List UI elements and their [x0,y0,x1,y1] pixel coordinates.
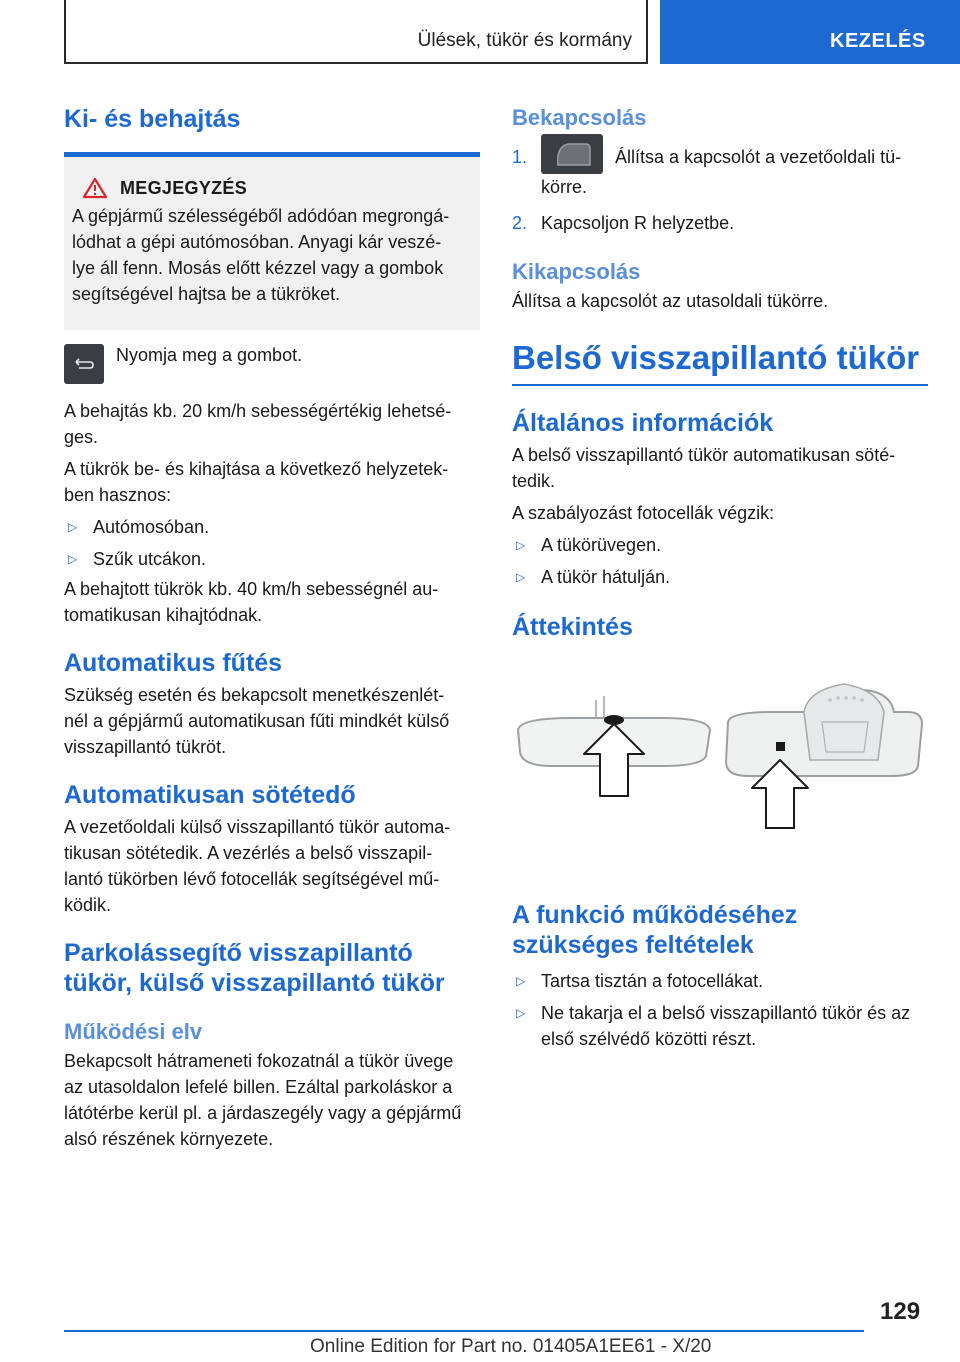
dimming-line: lantó tükörben lévő fotocellák segítségével mű- [64,869,440,889]
warning-title: MEGJEGYZÉS [120,177,248,198]
list-item: ▷ A tükörüvegen. [512,532,928,558]
page-number: 129 [880,1298,921,1325]
warning-line: A gépjármű szélességéből adódóan megrongá- [72,206,450,226]
principle-line: alsó részének környezete. [64,1129,274,1149]
list-item: ▷ A tükör hátulján. [512,564,928,590]
heading-rule [512,384,928,386]
heading-requirements: A funkció működéséhez [512,901,798,929]
dimming-line: A vezetőoldali külső visszapillantó tükör automa- [64,817,451,837]
heading-dimming: Automatikusan sötétedő [64,781,356,809]
fold-speed-line: A behajtás kb. 20 km/h sebességértékig lehetsé- [64,401,452,421]
chapter-tab-label: KEZELÉS [830,30,926,52]
step-item: 2. Kapcsoljon R helyzetbe. [512,213,735,233]
regulation-text: A szabályozást fotocellák végzik: [512,503,775,523]
section-title: Ülések, tükör és kormány [417,30,632,51]
dimming-line: tikusan sötétedik. A vezérlés a belső visszapil- [64,843,433,863]
mirror-rear-view [726,684,922,828]
list-item: ▷ Tartsa tisztán a fotocellákat. [512,968,928,994]
bullet-triangle-icon: ▷ [516,1006,526,1020]
general-line: tedik. [512,471,556,491]
heading-off: Kikapcsolás [512,259,641,284]
heating-line: nél a gépjármű automatikusan fűti mindkét külső [64,711,450,731]
fold-button-icon [64,344,104,384]
warning-line: segítségével hajtsa be a tükröket. [72,284,341,304]
step-item: 1. Állítsa a kapcsolót a vezetőoldali tü- körre. [512,144,928,200]
bullet-triangle-icon: ▷ [516,570,526,584]
general-line: A belső visszapillantó tükör automatikusan söté- [512,445,896,465]
list-item: ▷ Autómosóban. [64,514,480,540]
useful-intro-line: ben hasznos: [64,485,172,505]
right-column [512,104,928,1052]
principle-line: az utasoldalon lefelé billen. Ezáltal parkoláskor a [64,1077,453,1097]
heading-general: Általános információk [512,409,774,437]
warning-box [64,152,480,330]
useful-intro-line: A tükrök be- és kihajtása a következő helyzetek- [64,459,449,479]
heating-line: visszapillantó tükröt. [64,737,227,757]
heading-interior-mirror: Belső visszapillantó tükör [512,339,920,376]
heading-parking: tükör, külső visszapillantó tükör [64,969,445,997]
principle-line: látótérbe kerül pl. a járdaszegély vagy a gépjármű [64,1103,462,1123]
mirror-front-view [518,696,710,796]
dimming-line: ködik. [64,895,112,915]
header-box [64,0,648,64]
heading-principle: Működési elv [64,1019,203,1044]
auto-unfold-line: A behajtott tükrök kb. 40 km/h sebességnél au- [64,579,439,599]
heading-on: Bekapcsolás [512,105,647,130]
chapter-tab[interactable] [660,0,960,64]
heading-parking: Parkolássegítő visszapillantó [64,939,413,967]
bullet-triangle-icon: ▷ [516,974,526,988]
fold-speed-line: ges. [64,427,99,447]
warning-line: lye áll fenn. Mosás előtt kézzel vagy a gombok [72,258,444,278]
footer-edition: Online Edition for Part no. 01405A1EE61 - X/20 [310,1336,712,1357]
heating-line: Szükség esetén és bekapcsolt menetkészenlét- [64,685,445,705]
interior-mirror-illustration [512,682,928,832]
list-item: ▷ Ne takarja el a belső visszapillantó tükör és az első szélvédő közötti részt. [512,1000,928,1052]
heading-fold: Ki- és behajtás [64,105,241,133]
heading-overview: Áttekintés [512,613,633,641]
button-instruction: Nyomja meg a gombot. [116,345,303,365]
heading-requirements: szükséges feltételek [512,931,754,959]
auto-unfold-line: tomatikusan kihajtódnak. [64,605,263,625]
principle-line: Bekapcsolt hátrameneti fokozatnál a tükör üvege [64,1051,454,1071]
footer-rule [64,1330,864,1332]
warning-icon [82,177,108,199]
bullet-triangle-icon: ▷ [516,538,526,552]
list-item: ▷ Szűk utcákon. [64,546,480,572]
warning-line: lódhat a gépi autómosóban. Anyagi kár veszé- [72,232,442,252]
heading-heating: Automatikus fűtés [64,649,283,677]
mirror-switch-icon [541,134,603,174]
left-column [64,104,480,1152]
bullet-triangle-icon: ▷ [68,552,78,566]
off-text: Állítsa a kapcsolót az utasoldali tükörre. [512,291,829,311]
bullet-triangle-icon: ▷ [68,520,78,534]
